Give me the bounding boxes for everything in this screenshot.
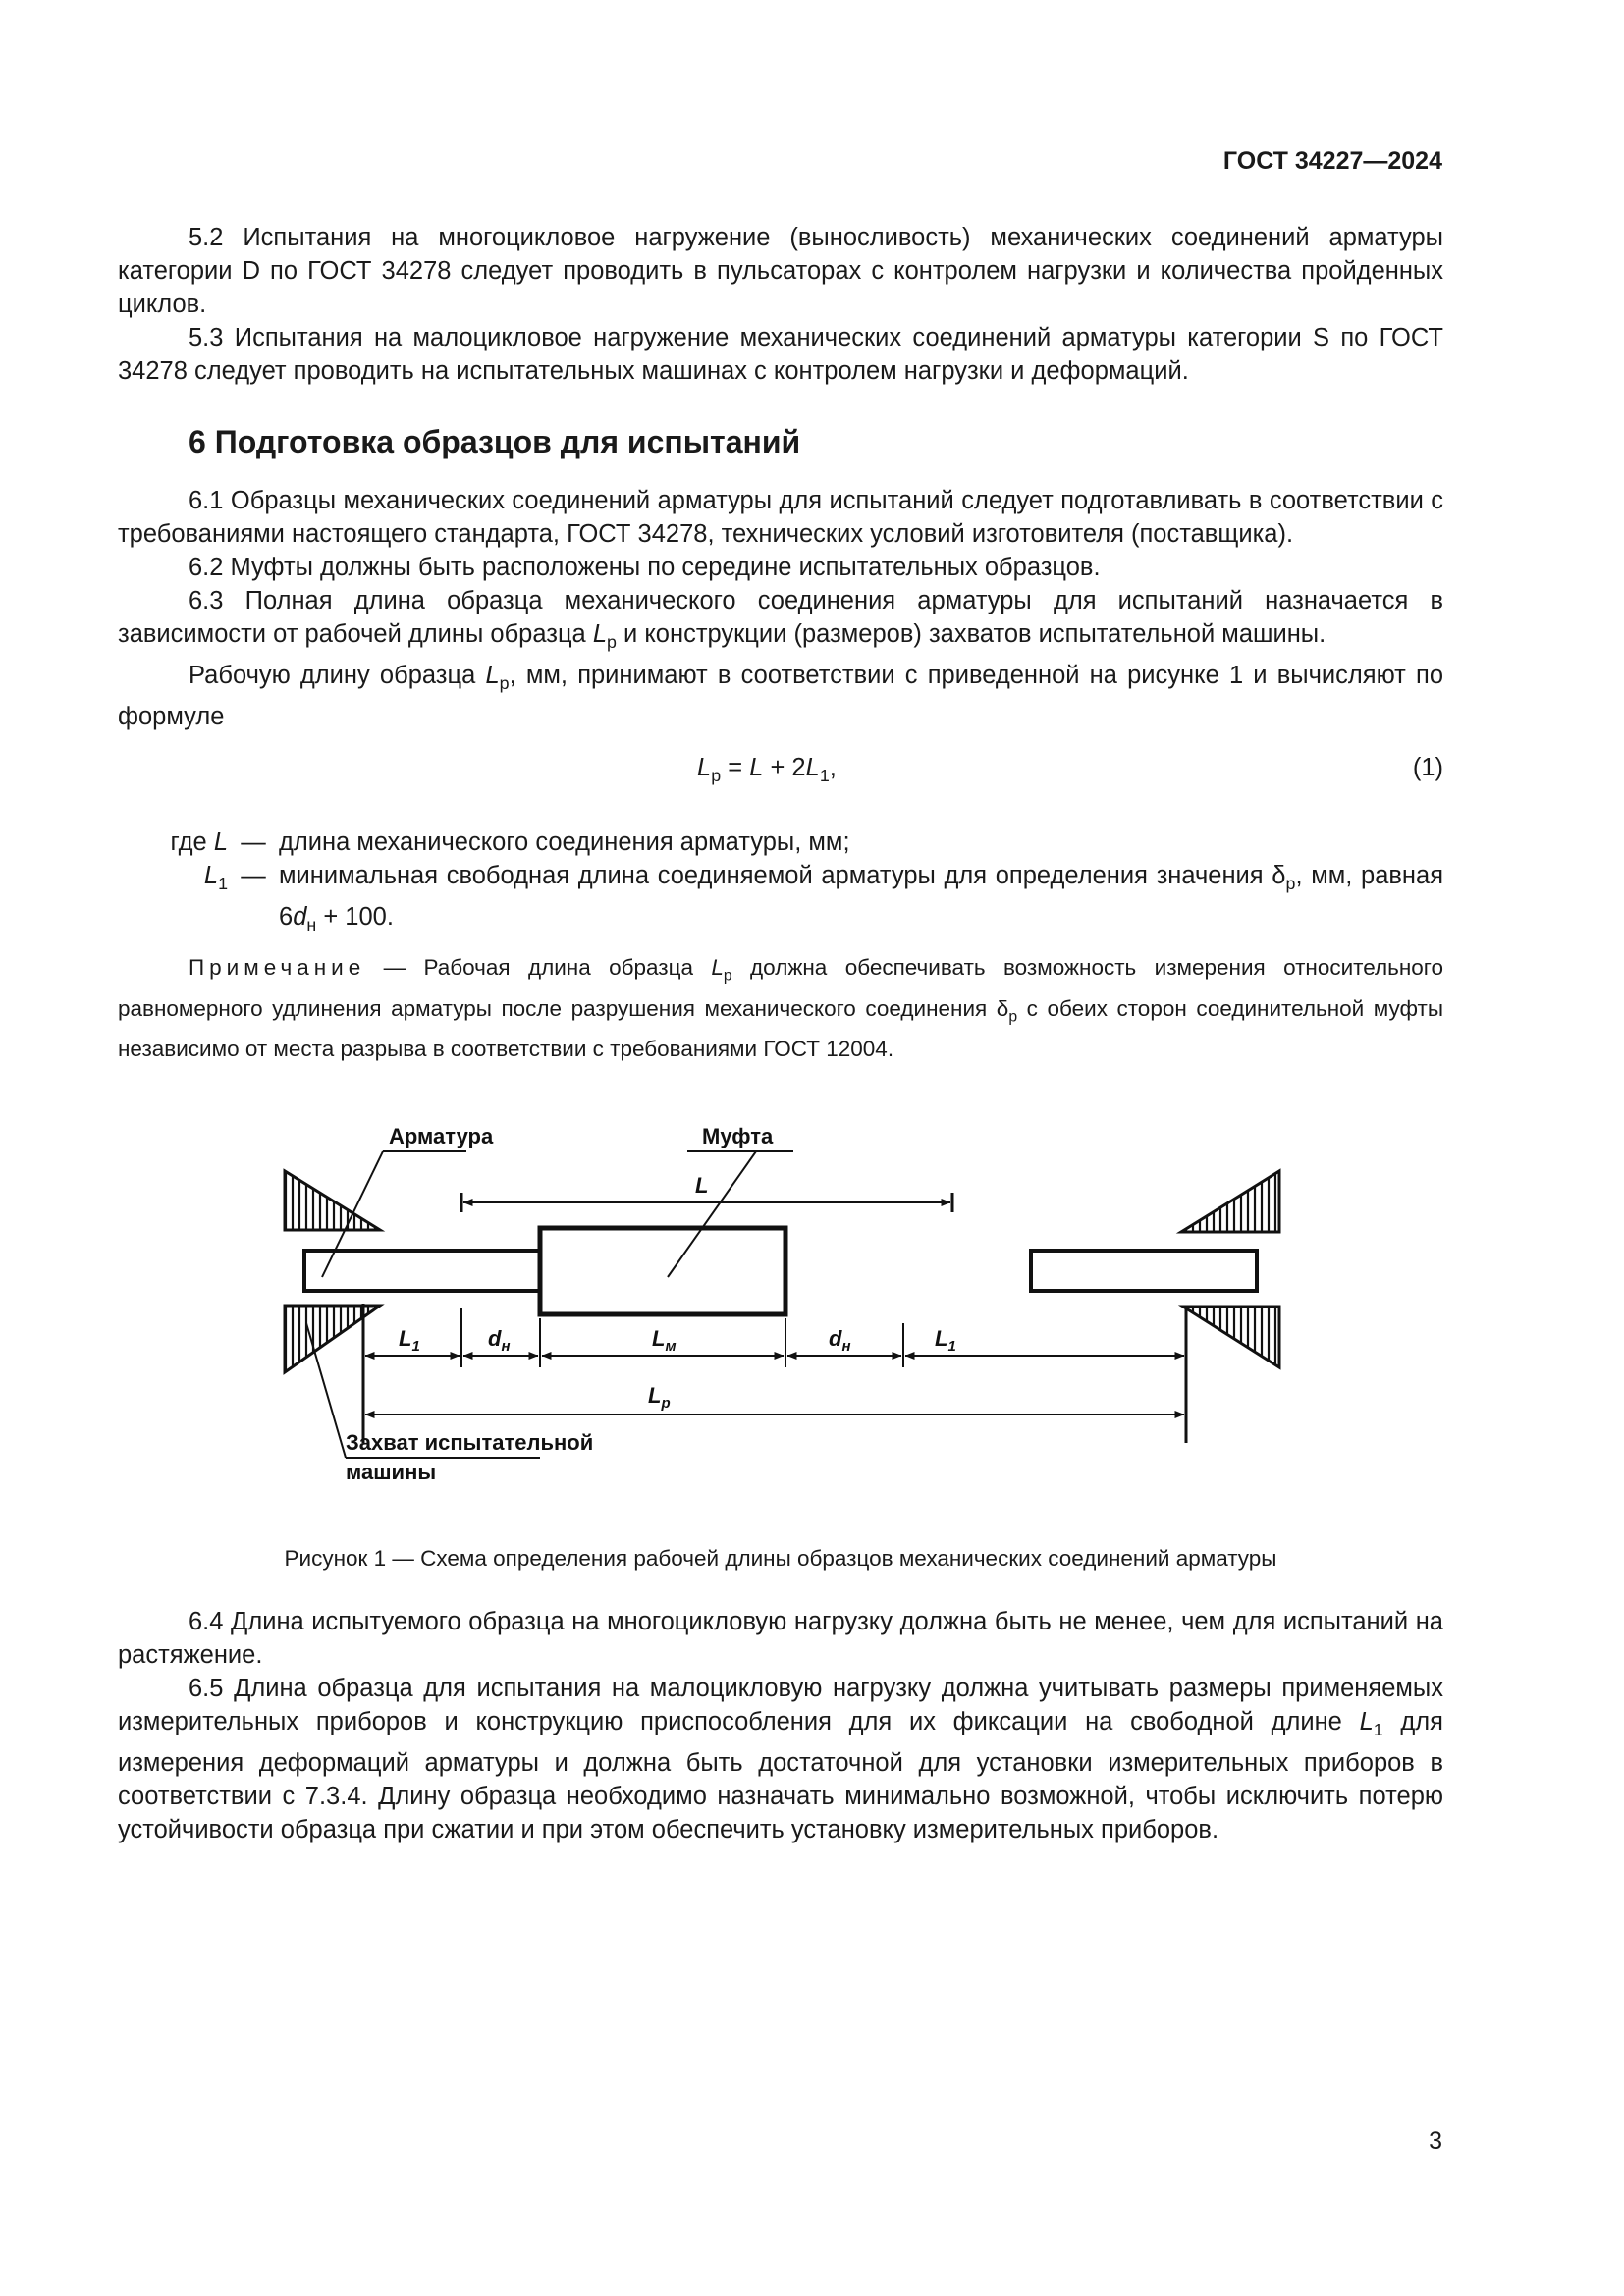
page-number: 3 — [1429, 2127, 1442, 2155]
definition-L1: $L_1$ — минимальная свободная длина соединяемой арматуры для определения значения $\delta_р$, мм, равная $6d_н + 100$. — [203, 862, 1443, 935]
label-rebar: Арматура — [389, 1124, 494, 1149]
paragraph-6-4: 6.4 Длина испытуемого образца на многоцикловую нагрузку должна быть не менее, чем для испытаний на растяжение. — [118, 1608, 1443, 1670]
formula-number: (1) — [1412, 754, 1443, 782]
paragraph-5-3: 5.3 Испытания на малоцикловое нагружение механических соединений арматуры категории S по ГОСТ 34278 следует проводить на испытательных машинах с контролем нагрузки и деформаций. — [118, 324, 1443, 385]
document-number: ГОСТ 34227—2024 — [1222, 147, 1442, 175]
grip-bottom-left — [285, 1306, 380, 1372]
paragraph-6-5: 6.5 Длина образца для испытания на малоцикловую нагрузку должна учитывать размеры применяемых измерительных приборов и конструкцию приспособления для их фиксации на свободной длине $L_1$ для измерения деформаций арматуры и должна быть достаточной для установки измерительных приборов в соответствии с 7.3.4. Длину образца необходимо назначать минимально возможной, чтобы исключить потерю устойчивости образца при сжатии и при этом обеспечить установку измерительных приборов. — [118, 1675, 1443, 1844]
paragraph-6-2: 6.2 Муфты должны быть расположены по середине испытательных образцов. — [189, 554, 1101, 581]
rebar-right — [1031, 1251, 1257, 1291]
formula-definitions — [118, 826, 1443, 941]
dim-label-L1-right: $L_1$ — [935, 1326, 956, 1356]
dim-label-Lp: $L_р$ — [648, 1383, 671, 1413]
label-grip-line1: Захват испытательной — [346, 1430, 594, 1456]
section-title: 6 Подготовка образцов для испытаний — [189, 424, 801, 459]
paragraph-6-3: 6.3 Полная длина образца механического соединения арматуры для испытаний назначается в зависимости от рабочей длины образца $L_р$ и конструкции (размеров) захватов испытательной машины. — [118, 587, 1443, 653]
dim-label-Lm: $L_м$ — [652, 1326, 677, 1356]
dim-label-L1-left: $L_1$ — [399, 1326, 420, 1356]
note: Примечание — Рабочая длина образца $L_р$ должна обеспечивать возможность измерения относительного равномерного удлинения арматуры после разрушения механического соединения $\delta_р$ с обеих сторон соединительной муфты независимо от места разрыва в соответствии с требованиями ГОСТ 12004. — [118, 955, 1444, 1062]
coupling — [540, 1228, 785, 1314]
figure-caption: Рисунок 1 — Схема определения рабочей длины образцов механических соединений арматуры — [284, 1546, 1277, 1572]
grip-top-right — [1181, 1171, 1279, 1232]
definition-L: где L — длина механического соединения арматуры, мм; — [170, 828, 850, 857]
rebar-left — [304, 1251, 540, 1291]
formula-1 — [118, 751, 1443, 818]
paragraph-6-1: 6.1 Образцы механических соединений арматуры для испытаний следует подготавливать в соответствии с требованиями настоящего стандарта, ГОСТ 34278, технических условий изготовителя (поставщика). — [118, 487, 1443, 548]
label-grip-line2: машины — [346, 1460, 437, 1485]
dim-label-dn-right: $d_н$ — [829, 1326, 851, 1356]
label-coupling: Муфта — [702, 1124, 774, 1149]
formula-expression: $L_р = L + 2L_1$, — [697, 754, 837, 786]
paragraph-working-length: Рабочую длину образца $L_р$, мм, принимают в соответствии с приведенной на рисунке 1 и вычисляют по формуле — [118, 662, 1443, 731]
grip-top-left — [285, 1171, 380, 1230]
paragraph-5-2: 5.2 Испытания на многоцикловое нагружение (выносливость) механических соединений арматуры категории D по ГОСТ 34278 следует проводить в пульсаторах с контролем нагрузки и количества пройденных циклов. — [118, 224, 1443, 318]
page-body — [118, 221, 1443, 1846]
figure-1-diagram — [255, 1102, 1296, 1534]
dim-label-L: L — [695, 1173, 709, 1199]
grip-bottom-right — [1183, 1307, 1279, 1367]
dim-label-dn-left: $d_н$ — [488, 1326, 511, 1356]
